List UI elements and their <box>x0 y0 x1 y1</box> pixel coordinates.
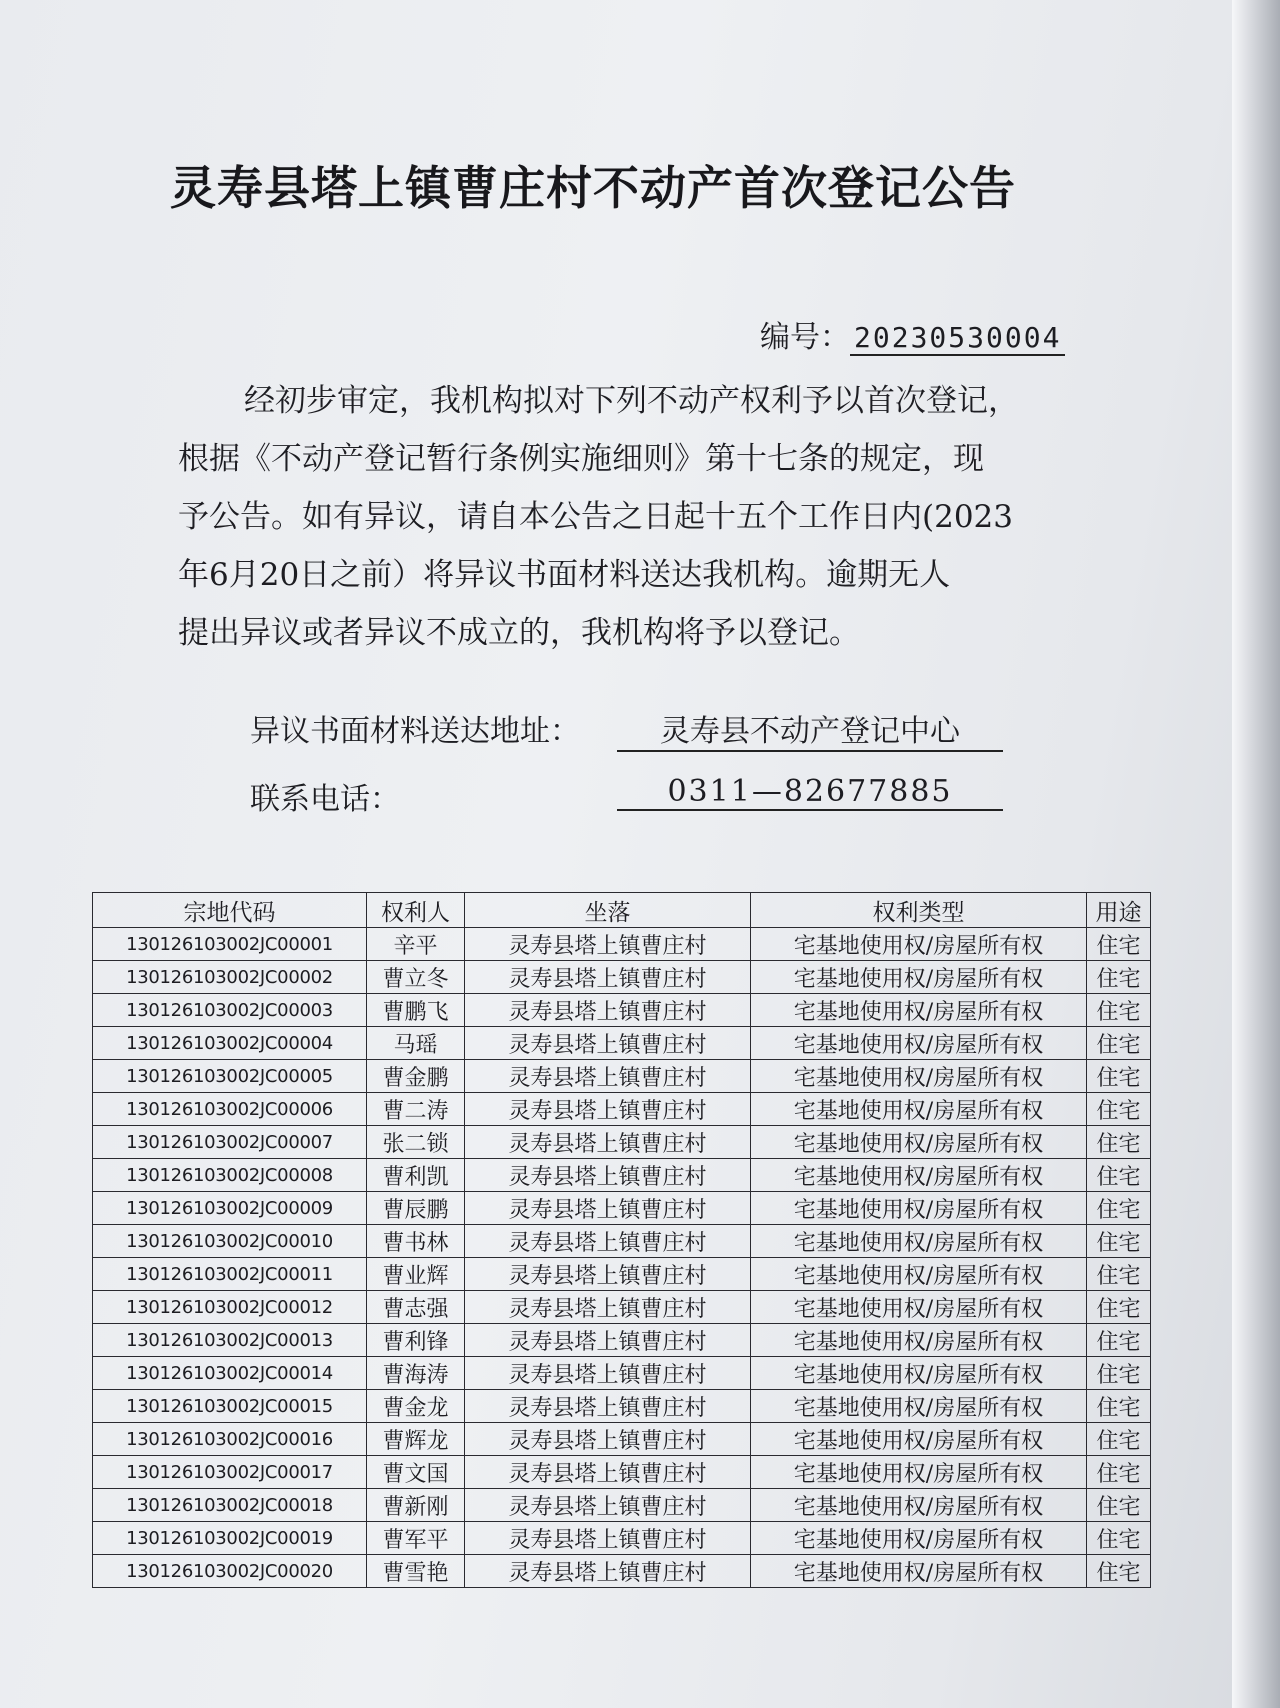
cell-location: 灵寿县塔上镇曹庄村 <box>465 1357 751 1390</box>
cell-usage: 住宅 <box>1087 1159 1151 1192</box>
cell-right-holder: 张二锁 <box>367 1126 465 1159</box>
cell-usage: 住宅 <box>1087 1522 1151 1555</box>
cell-right-holder: 曹立冬 <box>367 961 465 994</box>
cell-right-type: 宅基地使用权/房屋所有权 <box>751 1390 1087 1423</box>
phone-label: 联系电话： <box>250 782 400 817</box>
table-row <box>93 1390 1151 1423</box>
cell-location: 灵寿县塔上镇曹庄村 <box>465 1192 751 1225</box>
cell-parcel-code: 130126103002JC00020 <box>93 1555 367 1588</box>
cell-parcel-code: 130126103002JC00008 <box>93 1159 367 1192</box>
cell-location: 灵寿县塔上镇曹庄村 <box>465 1522 751 1555</box>
cell-right-holder: 曹鹏飞 <box>367 994 465 1027</box>
cell-usage: 住宅 <box>1087 1390 1151 1423</box>
cell-location: 灵寿县塔上镇曹庄村 <box>465 1159 751 1192</box>
cell-usage: 住宅 <box>1087 1555 1151 1588</box>
cell-right-holder: 曹利锋 <box>367 1324 465 1357</box>
cell-usage: 住宅 <box>1087 1225 1151 1258</box>
address-value: 灵寿县不动产登记中心 <box>617 706 1003 752</box>
header-right-type: 权利类型 <box>751 893 1087 928</box>
cell-usage: 住宅 <box>1087 1456 1151 1489</box>
cell-location: 灵寿县塔上镇曹庄村 <box>465 1225 751 1258</box>
cell-usage: 住宅 <box>1087 1324 1151 1357</box>
cell-right-holder: 曹军平 <box>367 1522 465 1555</box>
cell-right-type: 宅基地使用权/房屋所有权 <box>751 1291 1087 1324</box>
cell-parcel-code: 130126103002JC00002 <box>93 961 367 994</box>
cell-parcel-code: 130126103002JC00003 <box>93 994 367 1027</box>
cell-usage: 住宅 <box>1087 1192 1151 1225</box>
cell-parcel-code: 130126103002JC00014 <box>93 1357 367 1390</box>
cell-parcel-code: 130126103002JC00018 <box>93 1489 367 1522</box>
cell-right-holder: 曹金龙 <box>367 1390 465 1423</box>
cell-parcel-code: 130126103002JC00013 <box>93 1324 367 1357</box>
cell-parcel-code: 130126103002JC00001 <box>93 928 367 961</box>
cell-right-type: 宅基地使用权/房屋所有权 <box>751 1225 1087 1258</box>
table-row <box>93 1456 1151 1489</box>
cell-right-type: 宅基地使用权/房屋所有权 <box>751 1456 1087 1489</box>
table-row <box>93 928 1151 961</box>
table-row <box>93 1060 1151 1093</box>
page-edge <box>1232 0 1280 1708</box>
table-row <box>93 1258 1151 1291</box>
cell-right-type: 宅基地使用权/房屋所有权 <box>751 1027 1087 1060</box>
table-row <box>93 1522 1151 1555</box>
cell-usage: 住宅 <box>1087 1027 1151 1060</box>
cell-right-type: 宅基地使用权/房屋所有权 <box>751 1192 1087 1225</box>
objection-address-row <box>250 706 960 750</box>
cell-right-type: 宅基地使用权/房屋所有权 <box>751 1324 1087 1357</box>
registration-table <box>92 892 1151 1588</box>
cell-location: 灵寿县塔上镇曹庄村 <box>465 1258 751 1291</box>
cell-location: 灵寿县塔上镇曹庄村 <box>465 1555 751 1588</box>
cell-right-type: 宅基地使用权/房屋所有权 <box>751 1357 1087 1390</box>
cell-parcel-code: 130126103002JC00015 <box>93 1390 367 1423</box>
cell-right-type: 宅基地使用权/房屋所有权 <box>751 994 1087 1027</box>
table-row <box>93 1324 1151 1357</box>
cell-right-holder: 曹新刚 <box>367 1489 465 1522</box>
cell-right-holder: 曹金鹏 <box>367 1060 465 1093</box>
cell-right-holder: 曹雪艳 <box>367 1555 465 1588</box>
cell-parcel-code: 130126103002JC00019 <box>93 1522 367 1555</box>
cell-usage: 住宅 <box>1087 1423 1151 1456</box>
cell-parcel-code: 130126103002JC00006 <box>93 1093 367 1126</box>
table-row <box>93 1357 1151 1390</box>
cell-right-type: 宅基地使用权/房屋所有权 <box>751 961 1087 994</box>
cell-right-type: 宅基地使用权/房屋所有权 <box>751 1258 1087 1291</box>
table-row <box>93 961 1151 994</box>
cell-parcel-code: 130126103002JC00016 <box>93 1423 367 1456</box>
cell-usage: 住宅 <box>1087 1258 1151 1291</box>
cell-parcel-code: 130126103002JC00012 <box>93 1291 367 1324</box>
cell-usage: 住宅 <box>1087 1489 1151 1522</box>
cell-right-type: 宅基地使用权/房屋所有权 <box>751 1093 1087 1126</box>
cell-right-holder: 马瑶 <box>367 1027 465 1060</box>
table-row <box>93 1093 1151 1126</box>
cell-right-holder: 曹辉龙 <box>367 1423 465 1456</box>
table-row <box>93 1489 1151 1522</box>
table-row <box>93 1159 1151 1192</box>
cell-location: 灵寿县塔上镇曹庄村 <box>465 1093 751 1126</box>
cell-parcel-code: 130126103002JC00007 <box>93 1126 367 1159</box>
cell-right-type: 宅基地使用权/房屋所有权 <box>751 1159 1087 1192</box>
contact-phone-row <box>250 774 953 818</box>
cell-right-holder: 曹辰鹏 <box>367 1192 465 1225</box>
cell-location: 灵寿县塔上镇曹庄村 <box>465 1390 751 1423</box>
table-row <box>93 994 1151 1027</box>
cell-parcel-code: 130126103002JC00005 <box>93 1060 367 1093</box>
cell-right-holder: 辛平 <box>367 928 465 961</box>
cell-right-type: 宅基地使用权/房屋所有权 <box>751 1489 1087 1522</box>
table-row <box>93 1126 1151 1159</box>
cell-right-holder: 曹书林 <box>367 1225 465 1258</box>
header-location: 坐落 <box>465 893 751 928</box>
header-usage: 用途 <box>1087 893 1151 928</box>
body-line: 根据《不动产登记暂行条例实施细则》第十七条的规定，现 <box>178 441 984 477</box>
cell-parcel-code: 130126103002JC00004 <box>93 1027 367 1060</box>
table-header-row <box>93 893 1151 928</box>
cell-usage: 住宅 <box>1087 1291 1151 1324</box>
cell-usage: 住宅 <box>1087 1357 1151 1390</box>
cell-location: 灵寿县塔上镇曹庄村 <box>465 1126 751 1159</box>
cell-right-type: 宅基地使用权/房屋所有权 <box>751 1522 1087 1555</box>
cell-location: 灵寿县塔上镇曹庄村 <box>465 1060 751 1093</box>
cell-location: 灵寿县塔上镇曹庄村 <box>465 1291 751 1324</box>
cell-right-type: 宅基地使用权/房屋所有权 <box>751 1555 1087 1588</box>
body-line: 经初步审定，我机构拟对下列不动产权利予以首次登记， <box>244 383 1019 419</box>
cell-usage: 住宅 <box>1087 928 1151 961</box>
notice-title: 灵寿县塔上镇曹庄村不动产首次登记公告 <box>170 161 1016 215</box>
cell-usage: 住宅 <box>1087 1060 1151 1093</box>
cell-location: 灵寿县塔上镇曹庄村 <box>465 1027 751 1060</box>
cell-parcel-code: 130126103002JC00017 <box>93 1456 367 1489</box>
serial-number-value: 20230530004 <box>850 321 1065 356</box>
cell-right-type: 宅基地使用权/房屋所有权 <box>751 1126 1087 1159</box>
cell-location: 灵寿县塔上镇曹庄村 <box>465 928 751 961</box>
cell-location: 灵寿县塔上镇曹庄村 <box>465 1324 751 1357</box>
cell-right-type: 宅基地使用权/房屋所有权 <box>751 1423 1087 1456</box>
cell-location: 灵寿县塔上镇曹庄村 <box>465 1456 751 1489</box>
cell-parcel-code: 130126103002JC00011 <box>93 1258 367 1291</box>
body-line: 年6月20日之前）将异议书面材料送达我机构。逾期无人 <box>178 557 951 593</box>
table-row <box>93 1225 1151 1258</box>
cell-location: 灵寿县塔上镇曹庄村 <box>465 1423 751 1456</box>
body-line: 予公告。如有异议，请自本公告之日起十五个工作日内(2023 <box>178 499 1013 535</box>
serial-number-line <box>760 312 1065 356</box>
table-row <box>93 1423 1151 1456</box>
cell-location: 灵寿县塔上镇曹庄村 <box>465 1489 751 1522</box>
table-row <box>93 1555 1151 1588</box>
cell-usage: 住宅 <box>1087 1126 1151 1159</box>
cell-right-type: 宅基地使用权/房屋所有权 <box>751 1060 1087 1093</box>
header-right-holder: 权利人 <box>367 893 465 928</box>
table-row <box>93 1291 1151 1324</box>
phone-value: 0311—82677885 <box>617 774 1003 811</box>
table-row <box>93 1027 1151 1060</box>
cell-parcel-code: 130126103002JC00009 <box>93 1192 367 1225</box>
table-row <box>93 1192 1151 1225</box>
header-parcel-code: 宗地代码 <box>93 893 367 928</box>
body-line: 提出异议或者异议不成立的，我机构将予以登记。 <box>178 615 860 651</box>
address-label: 异议书面材料送达地址： <box>250 714 580 749</box>
cell-parcel-code: 130126103002JC00010 <box>93 1225 367 1258</box>
cell-right-holder: 曹志强 <box>367 1291 465 1324</box>
cell-location: 灵寿县塔上镇曹庄村 <box>465 961 751 994</box>
notice-body <box>178 372 1058 662</box>
cell-right-holder: 曹二涛 <box>367 1093 465 1126</box>
cell-right-type: 宅基地使用权/房屋所有权 <box>751 928 1087 961</box>
cell-right-holder: 曹海涛 <box>367 1357 465 1390</box>
cell-usage: 住宅 <box>1087 961 1151 994</box>
cell-usage: 住宅 <box>1087 994 1151 1027</box>
cell-right-holder: 曹文国 <box>367 1456 465 1489</box>
cell-right-holder: 曹业辉 <box>367 1258 465 1291</box>
serial-label: 编号： <box>760 320 850 355</box>
cell-location: 灵寿县塔上镇曹庄村 <box>465 994 751 1027</box>
cell-usage: 住宅 <box>1087 1093 1151 1126</box>
cell-right-holder: 曹利凯 <box>367 1159 465 1192</box>
